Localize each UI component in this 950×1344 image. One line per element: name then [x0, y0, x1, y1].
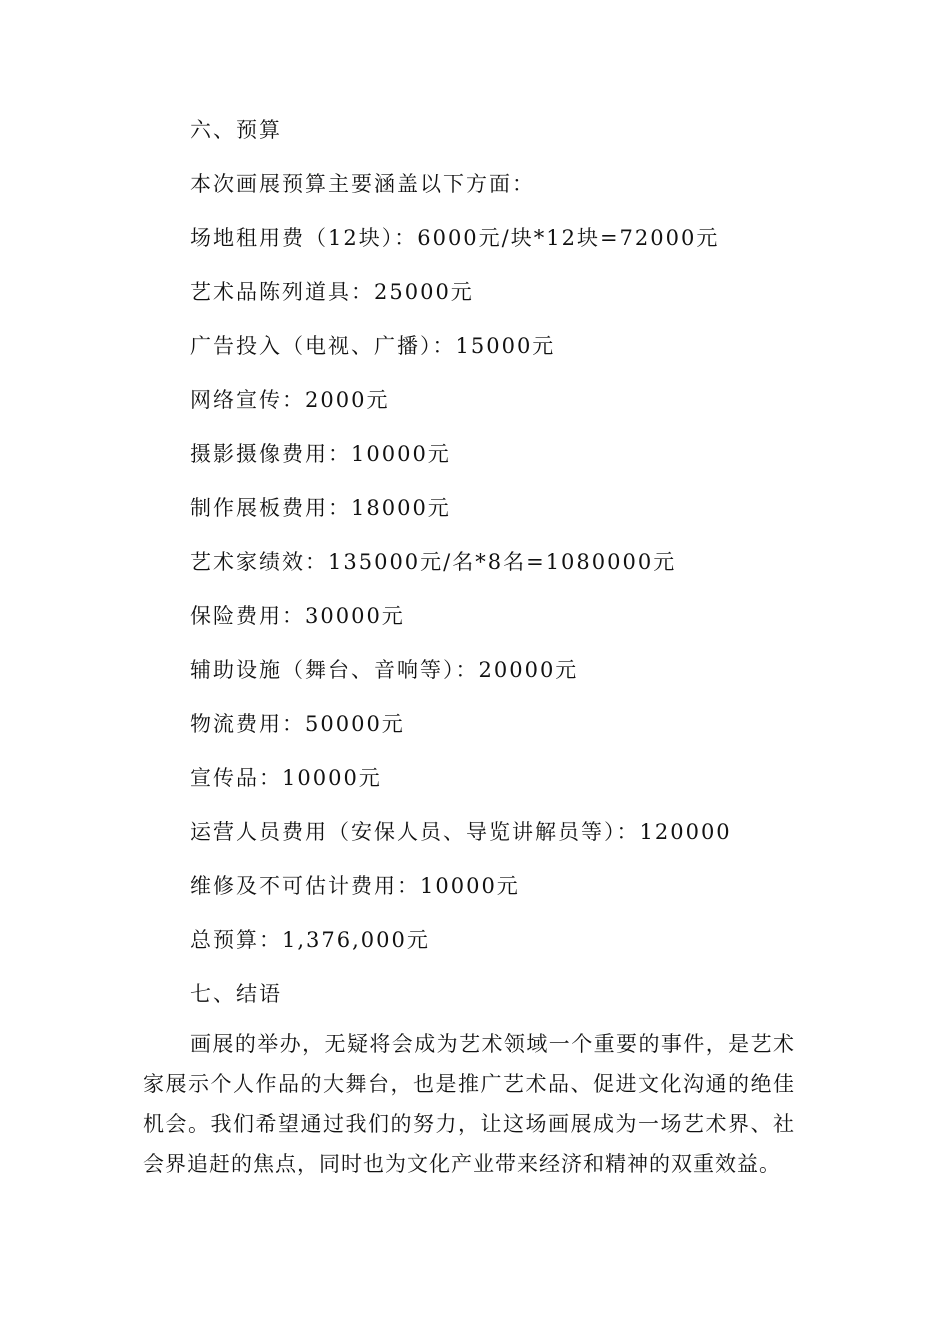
- budget-item-display-props: 艺术品陈列道具：25000元: [190, 280, 474, 304]
- conclusion-paragraph: 画展的举办，无疑将会成为艺术领域一个重要的事件，是艺术家展示个人作品的大舞台，也是推广艺术品、促进文化沟通的绝佳机会。我们希望通过我们的努力，让这场画展成为一场艺术界、社会界追赶的焦点，同时也为文化产业带来经济和精神的双重效益。: [143, 1032, 795, 1176]
- budget-item-facilities: 辅助设施（舞台、音响等）：20000元: [190, 658, 579, 682]
- budget-item-online-promo: 网络宣传：2000元: [190, 388, 390, 412]
- budget-item-operations-staff: 运营人员费用（安保人员、导览讲解员等）：120000: [190, 820, 732, 844]
- budget-heading: 六、预算: [190, 118, 282, 142]
- conclusion-heading: 七、结语: [190, 982, 282, 1006]
- budget-intro: 本次画展预算主要涵盖以下方面：: [190, 172, 535, 196]
- budget-total: 总预算：1,376,000元: [190, 928, 430, 952]
- budget-item-maintenance: 维修及不可估计费用：10000元: [190, 874, 520, 898]
- budget-item-logistics: 物流费用：50000元: [190, 712, 405, 736]
- budget-item-insurance: 保险费用：30000元: [190, 604, 405, 628]
- budget-item-artist-fees: 艺术家绩效：135000元/名*8名=1080000元: [190, 550, 677, 574]
- budget-item-advertising: 广告投入（电视、广播）：15000元: [190, 334, 556, 358]
- budget-item-photography: 摄影摄像费用：10000元: [190, 442, 451, 466]
- budget-item-display-boards: 制作展板费用：18000元: [190, 496, 451, 520]
- budget-item-venue: 场地租用费（12块）：6000元/块*12块=72000元: [190, 226, 720, 250]
- budget-item-promo-materials: 宣传品：10000元: [190, 766, 382, 790]
